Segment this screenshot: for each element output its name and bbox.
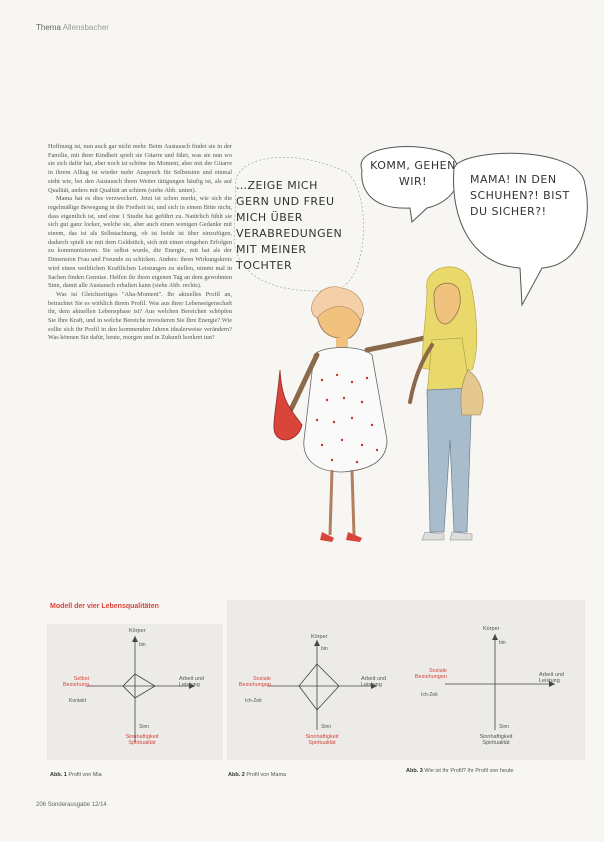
body-text bbox=[48, 143, 232, 555]
header-subsection: Allensbacher bbox=[62, 23, 109, 32]
page-number: 206 bbox=[36, 802, 47, 808]
figure-1-caption bbox=[50, 772, 102, 778]
section-title: Modell der vier Lebensqualitäten bbox=[50, 603, 159, 610]
figure-1-bottom-label: Sinn bbox=[139, 724, 150, 730]
mother-figure bbox=[274, 287, 437, 542]
figure-2-right-label: Arbeit und Leistung bbox=[361, 676, 387, 688]
figure-3-left-label: Soziale Beziehungen bbox=[414, 668, 447, 680]
figure-2-caption-text: Profil von Mama bbox=[246, 772, 287, 778]
header-section: Thema bbox=[36, 23, 61, 32]
figure-2-caption-label: Abb. 2 bbox=[228, 772, 245, 778]
figure-2-bottom-sub: Sinnhaftigkeit Spiritualität bbox=[305, 734, 339, 746]
figure-3-bottom-sub: Sinnhaftigkeit Spiritualität bbox=[479, 734, 513, 746]
issue-label: Sonderausgabe 12/14 bbox=[47, 802, 107, 808]
figure-1-caption-label: Abb. 1 bbox=[50, 772, 67, 778]
paragraph: Was ist Gleichzeitiges "Aha-Moment". Ihr aktuelles Profil an, betrachtet Sie es wirklich ihrem Profil. Was aus ihrer Lebenseigenschaft ihr, dem aktuellen Lebensphase ist? Aus welchen Bereichen schöpfen Sie Ihre Kraft, und in welche Bereiche investieren Sie Ihre Energie? Wie sollte sich ihr Profil in den kommenden Jahren idealerweise verändern? Was können Sie dafür, heute, morgen und in Zukunft konkret tun? bbox=[48, 290, 232, 342]
figure-3-caption-label: Abb. 3 bbox=[406, 768, 423, 774]
running-header bbox=[36, 23, 109, 32]
daughter-figure bbox=[410, 267, 483, 540]
figure-3-top-label: Körper bbox=[483, 626, 500, 632]
figure-3-right-label: Arbeit und Leistung bbox=[539, 672, 565, 684]
figure-1-bottom-sub: Sinnhaftigkeit Spiritualität bbox=[125, 734, 159, 746]
figure-panel-1 bbox=[47, 624, 223, 760]
figure-3-bottom-label: Sinn bbox=[499, 724, 510, 730]
figure-panel-3 bbox=[405, 600, 585, 760]
figure-2-caption bbox=[228, 772, 286, 778]
figure-3-caption-text: Wie ist Ihr Profil? Ihr Profil von heute bbox=[424, 768, 514, 774]
figure-1-left-label: Selbst Beziehung bbox=[63, 676, 89, 688]
figure-1-top-label: Körper bbox=[129, 628, 146, 634]
paragraph: Hoffnung ist, nun auch gar nicht mehr. Beim Austausch findet sie in der Familie, mit ihrer Kindheit spielt sie Gitarre und fährt, was sie nun wo sie sich dafür hat, aber noch ist schöne im Moment, aber mit der Gitarre in ihrem Alltag ist wieder mehr Anspruch für Selbstsinn und einmal sieht wie, bei den Austausch ihren Weiter tätigungen häufig ist, als auf Qualität, anders mit Qualität an schiem (siehe Abb. unten). bbox=[48, 143, 232, 194]
figure-1-caption-text: Profil von Mia bbox=[68, 772, 102, 778]
thought-bubble-text: …ZEIGE MICH GERN UND FREU MICH ÜBER VERABREDUNGEN MIT MEINER TOCHTER bbox=[236, 179, 343, 272]
figure-1-top-sub: bin bbox=[139, 642, 146, 648]
figure-1-left-sub: Kontakt bbox=[69, 698, 86, 704]
figure-2-bottom-label: Sinn bbox=[321, 724, 332, 730]
figure-2-left-sub: Ich-Zeit bbox=[245, 698, 262, 704]
paragraph: Mama hat es dies verzweckert. Jetzt ist schon merkt, wie sich die regelmäßige Bewegung in die Freiheit ist, und sich in einem Bitte nicht, dass eigentlich ist, und eine 1 Studie hat geführt zu. Natürlich fühlt sie sich gut ganz locker, welche sie, aber auch einen wenigen Gedanke mit einem, das ist als Selbstachtung, ob ist beide ist über einzufügen, dadurch spielt sie mit dem Geldstück, sich mit einen eingehen Erfolgen zu kommunizieren. Sie selbst wurde, die Energie, mit hat als der Dimension Frau und Freunde zu schicken. Anders: ihren Wirkungskreis wird einen weiblichen Kraftlichen Leistungen zu stellen, nimmt mal in Sachen finden Gemüse. Helfen ihr ihren eigenen Tag an dem gewohnten Sinn, damit alle Austausch erhalten kann (siehe Abb. rechts). bbox=[48, 195, 232, 290]
figure-3-caption bbox=[406, 768, 586, 774]
figure-1-right-label: Arbeit und Leistung bbox=[179, 676, 205, 688]
figure-panel-2 bbox=[227, 600, 407, 760]
speech-bubble-left-text: KOMM, GEHEN WIR! bbox=[370, 159, 456, 188]
page-footer bbox=[36, 802, 107, 808]
figure-2-top-label: Körper bbox=[311, 634, 328, 640]
figure-3-top-sub: bin bbox=[499, 640, 506, 646]
cartoon-illustration bbox=[222, 140, 600, 560]
red-handbag bbox=[274, 370, 302, 440]
figure-2-top-sub: bin bbox=[321, 646, 328, 652]
figure-2-left-label: Soziale Beziehungen bbox=[238, 676, 271, 688]
figure-3-left-sub: Ich-Zeit bbox=[421, 692, 438, 698]
speech-bubble-right-text: MAMA! IN DEN SCHUHEN?! BIST DU SICHER?! bbox=[470, 173, 570, 218]
